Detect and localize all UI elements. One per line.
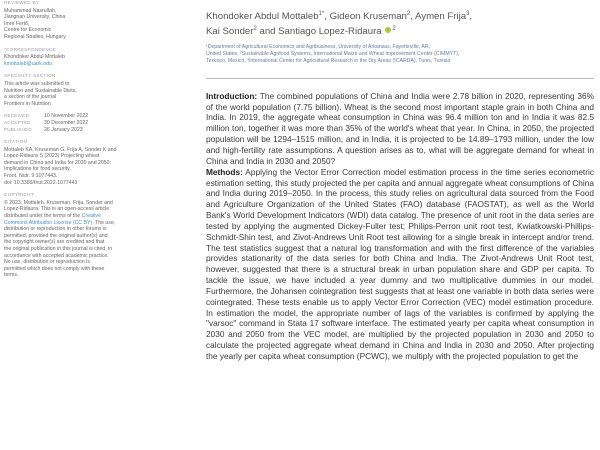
citation-line: Mottaleb KA, Kruseman G, Frija A, Sonder K and — [4, 146, 117, 153]
affiliation-line: United States, ²Sustainable Agrifood Systems, International Maize and Wheat Improvement Center (CIMMYT), — [206, 51, 460, 58]
correspondence-heading: *CORRESPONDENCE — [4, 46, 56, 52]
cc-license-link[interactable]: Creative — [81, 213, 101, 220]
article-sidebar — [4, 0, 182, 285]
copyright-line: Lopez-Ridaura. This is an open-access article — [4, 206, 110, 213]
citation-heading: CITATION — [4, 139, 28, 145]
affiliation-line: ¹Department of Agricultural Economics and Agribusiness, University of Arkansas, Fayetteville, AR, — [206, 44, 431, 51]
copyright-line: distribution or reproduction in other forums is — [4, 226, 107, 233]
copyright-line: permitted which does not comply with these — [4, 265, 105, 272]
reviewer-line: Muhammad Nasrullah, — [4, 7, 57, 14]
accepted-date: ACCEPTED 30 December 2022 — [4, 119, 89, 126]
reviewer-line: Regional Studies, Hungary — [4, 33, 66, 40]
abstract-methods — [206, 167, 594, 362]
received-date: RECEIVED 10 November 2022 — [4, 113, 89, 120]
citation-line: demand in China and India for 2030 and 2050: — [4, 159, 112, 166]
copyright-line: permitted, provided the original author(s) and — [4, 232, 108, 239]
author-name[interactable]: Khondoker Abdul Mottaleb — [206, 11, 319, 23]
author-name[interactable]: Gideon Kruseman — [329, 11, 407, 23]
author-name[interactable]: Kai Sonder — [206, 26, 254, 38]
correspondence-name: Khondoker Abdul Mottaleb — [4, 54, 65, 61]
citation-line: Front. Nutr. 9:1077443. — [4, 173, 58, 180]
specialty-block — [4, 73, 182, 107]
abstract-introduction — [206, 91, 594, 167]
correspondence-email-link[interactable]: kmottaleb@uark.edu — [4, 60, 52, 67]
citation-block — [4, 139, 182, 186]
specialty-line: a section of the journal — [4, 94, 57, 101]
article-main — [206, 0, 594, 362]
reviewed-by-heading: REVIEWED BY — [4, 0, 40, 5]
citation-doi: doi: 10.3389/fnut.2022.1077443 — [4, 179, 78, 186]
copyright-line: accordance with accepted academic practice. — [4, 252, 109, 259]
cc-license-link[interactable]: Commons Attribution License (CC BY). — [4, 219, 94, 226]
dates-block — [4, 113, 182, 133]
introduction-label: Introduction: — [206, 90, 258, 101]
specialty-line: This article was submitted to — [4, 80, 70, 87]
copyright-line: distributed under the terms of the Creative — [4, 213, 101, 220]
reviewer-line: Jiangnan University, China — [4, 14, 66, 21]
copyright-block — [4, 192, 182, 279]
specialty-line: Frontiers in Nutrition — [4, 100, 51, 107]
copyright-line: No use, distribution or reproduction is — [4, 259, 90, 266]
header-divider — [206, 78, 594, 79]
reviewed-by-block — [4, 0, 182, 41]
introduction-text: The combined populations of China and India were 2.78 billion in 2020, representing 36% of the world population (7.75 billion). Wheat is the second most important staple grain in both China and India. In 2019, the aggregate wheat consumption in China was 96.4 million ton and in India it was 82.5 million ton, together it was more than 35% of the world's wheat that year. In China, in 2050, the projected population will be 1294–1515 million, and in India, it is projected to be 14.89–1793 million, under the low and high-fertility rate assumptions. A question arises as to, what will be aggregate demand for wheat in China and India in 2030 and 2050? — [206, 90, 594, 166]
correspondence-block — [4, 47, 182, 68]
copyright-line: Commons Attribution License (CC BY). The use, — [4, 219, 116, 226]
copyright-line: terms. — [4, 272, 19, 279]
affiliation-line: Texcoco, Mexico, ³International Center for Agricultural Research in the Dry Areas (ICARDA), Tunis, Tunisia — [206, 57, 451, 64]
methods-text: Applying the Vector Error Correction model estimation process in the time series econometric estimation setting, this study projected the per capita and annual aggregate wheat consumptions of China and India during 2019–2050. In the process, this study relies on agricultural data sourced from the Food and Agriculture Organization of the United States (FAO) database (FAOSTAT), as well as the World Bank's World Development Indicators (WDI) data catalog. The presence of unit root in the data series are tested by applying the augmented Dickey-Fuller test; Philips-Perron unit root test, Kwiatkowski-Phillips-Schmidt-Shin test, and Zivot-Andrews Unit Root test allowing for a single break in intercept and/or trend. The test statistics suggest that a natural log transformation and with the first difference of the variables provides stationarity of the data series for both China and India. The Zivot-Andrews Unit Root test, however, suggested that there is a structural break in urban population share and GDP per capita. To tackle the issue, we have included a year dummy and two multiplicative dummies in our model. Furthermore, the Johansen cointegration test suggests that at least one variable in both data series were cointegrated. These tests enable us to apply Vector Error Correction (VEC) model estimation procedure. In estimation the model, the appropriate number of lags of the variables is confirmed by applying the "varsoc" command in Stata 17 software interface. The estimated yearly per capita wheat consumption in 2030 and 2050 from the VEC model, are multiplied by the projected population in 2030 and 2050 to calculate the projected aggregate wheat demand in China and India in 2030 and 2050. After projecting the yearly per capita wheat consumption (PCWC), we multiply with the projected population to get the — [206, 166, 594, 362]
orcid-icon[interactable] — [385, 27, 391, 33]
copyright-line: the original publication in this journal is cited, in — [4, 246, 113, 252]
author-name[interactable]: Aymen Frija — [415, 11, 467, 23]
reviewer-line: Centre for Economic — [4, 27, 52, 34]
published-date: PUBLISHED 26 January 2023 — [4, 126, 83, 133]
specialty-heading: SPECIALTY SECTION — [4, 73, 56, 79]
author-list: Khondoker Abdul Mottaleb$^{1*}$, Gideon Kruseman$^2$, Aymen Frija$^3$, Kai Sonder$^2$ and Santiago Lopez-Ridaura $^2$ — [206, 11, 473, 38]
citation-line: Lopez-Ridaura S (2023) Projecting wheat — [4, 153, 100, 160]
citation-line: Implications for food security. — [4, 166, 71, 173]
abstract — [206, 91, 594, 362]
methods-label: Methods: — [206, 166, 243, 177]
affiliations — [206, 44, 546, 64]
copyright-line: the copyright owner(s) are credited and that — [4, 239, 105, 246]
specialty-line: Nutrition and Sustainable Diets, — [4, 87, 77, 94]
reviewer-line: Imre Fertő, — [4, 20, 30, 27]
copyright-heading: COPYRIGHT — [4, 192, 35, 198]
author-name[interactable]: Santiago Lopez-Ridaura — [278, 26, 382, 38]
copyright-line: © 2023, Mottaleb, Kruseman, Frija, Sonder and — [4, 199, 113, 206]
